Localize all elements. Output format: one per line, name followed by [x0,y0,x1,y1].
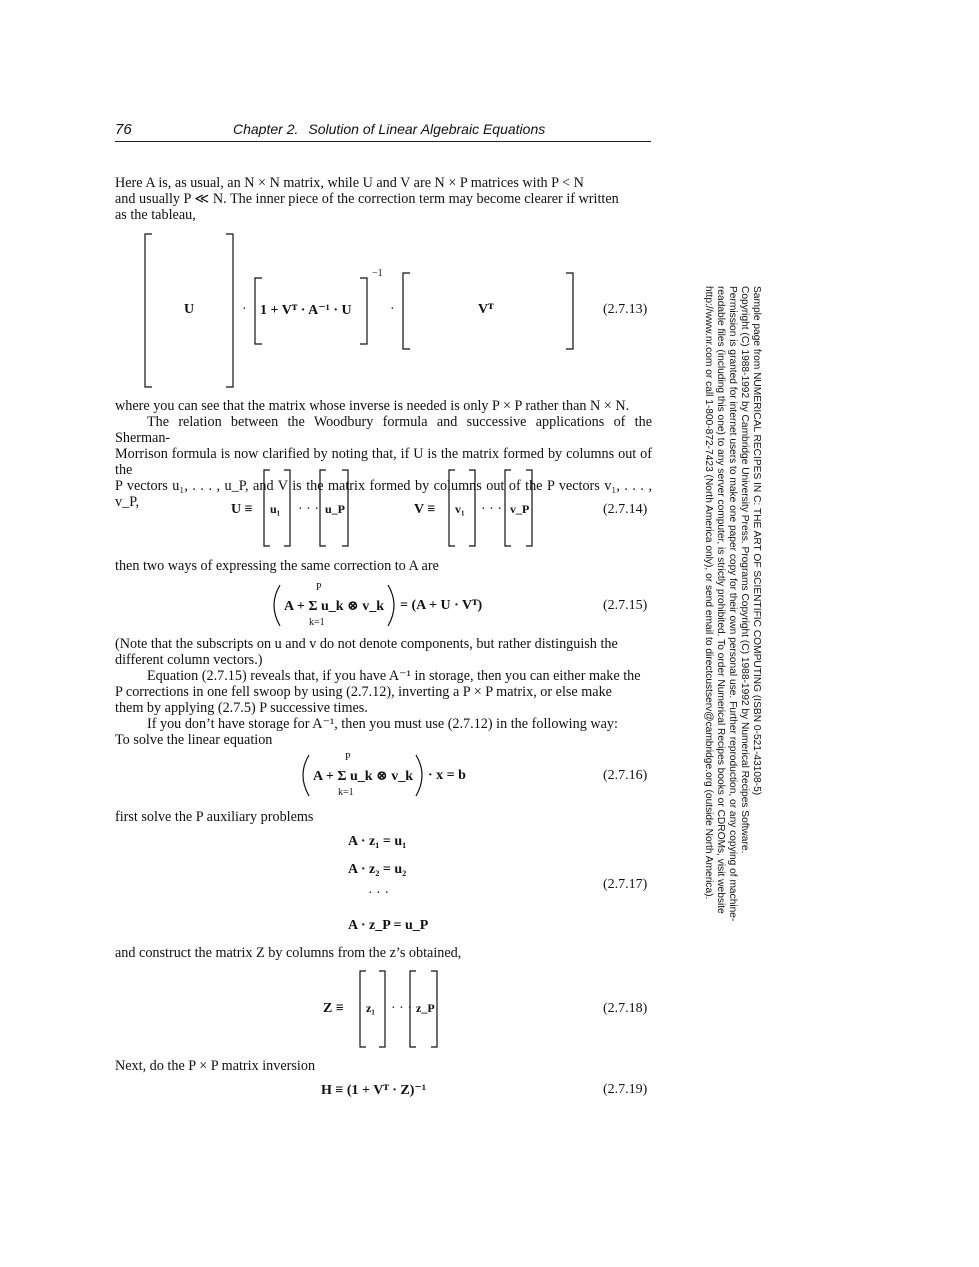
text-line: where you can see that the matrix whose inverse is needed is only P × P rather than N × N. [115,398,630,414]
equation-label: (2.7.14) [603,502,648,517]
text-line: them by applying (2.7.5) P successive times. [115,700,368,716]
text-line: P corrections in one fell swoop by using (2.7.12), inverting a P × P matrix, or else make [115,684,612,700]
aux-equation-2: A · z₂ = u₂ [348,862,407,877]
equation-label: (2.7.16) [603,768,648,783]
paragraph-note [115,636,652,748]
page-number: 76 [115,121,132,138]
text-line: To solve the linear equation [115,732,273,748]
dot-operator: · [390,302,395,317]
U-definition: U ≡ [231,502,253,517]
ellipsis: · · · [391,1001,412,1016]
vector-v1: v₁ [455,502,465,516]
text-line: P vectors u₁, . . . , u_P, and V is the matrix formed by columns out of the P vectors v₁, . . . , v_P, [115,478,652,510]
equation-label: (2.7.17) [603,877,648,892]
text-line: first solve the P auxiliary problems [115,809,314,825]
H-definition: H ≡ (1 + Vᵀ · Z)⁻¹ [321,1083,427,1098]
sum-lower-limit: k=1 [338,787,354,798]
dot-operator: · [242,302,247,317]
chapter-heading [233,121,555,137]
rhs-expression: · x = b [428,768,466,783]
matrix-U: U [184,302,195,317]
aux-equation-1: A · z₁ = u₁ [348,834,407,849]
vector-z1: z₁ [366,1001,375,1015]
aux-equation-P: A · z_P = u_P [348,918,429,933]
rhs-expression: = (A + U · Vᵀ) [400,598,483,613]
text-line: Here A is, as usual, an N × N matrix, while U and V are N × P matrices with P < N [115,175,584,191]
text-line: and usually P ≪ N. The inner piece of the correction term may become clearer if written [115,191,619,207]
text-line: (Note that the subscripts on u and v do not denote components, but rather distinguish the [115,636,618,652]
sum-upper-limit: P [345,752,351,763]
sum-upper-limit: P [316,582,322,593]
copyright-sidebar [702,286,762,976]
chapter-title: Solution of Linear Algebraic Equations [308,121,546,137]
ellipsis: · · · [298,502,319,517]
paragraph-woodbury [115,398,652,510]
vector-vP: v_P [510,502,530,516]
paragraph-intro [115,175,652,223]
text-line: The relation between the Woodbury formula and successive applications of the Sherman- [115,414,652,446]
paragraph-correction [115,558,652,574]
Z-definition: Z ≡ [323,1001,344,1016]
paragraph-inversion [115,1058,652,1074]
equation-label: (2.7.15) [603,598,648,613]
text-line: and construct the matrix Z by columns from the z’s obtained, [115,945,462,961]
vector-uP: u_P [325,502,346,516]
ellipsis: · · · [481,502,502,517]
equation-label: (2.7.19) [603,1082,648,1097]
paragraph-construct [115,945,652,961]
aux-ellipsis: · · · [368,886,389,901]
text-line: different column vectors.) [115,652,263,668]
sum-lower-limit: k=1 [309,617,325,628]
equation-label: (2.7.18) [603,1001,648,1016]
sidebar-line: Sample page from NUMERICAL RECIPES IN C: THE ART OF SCIENTIFIC COMPUTING (ISBN 0-521-43108-5) [751,286,762,796]
inner-expression: 1 + Vᵀ · A⁻¹ · U [260,303,352,318]
matrix-V-transpose: Vᵀ [478,302,494,317]
inverse-exponent: −1 [372,268,383,279]
sidebar-line: http://www.nr.com or call 1-800-872-7423 (North America only), or send email to directcustserv@cambridge.org (outside North America). [703,286,714,900]
sidebar-line: Copyright (C) 1988-1992 by Cambridge University Press. Programs Copyright (C) 1988-1992 by Numerical Recipes Software. [739,286,750,854]
equation-label: (2.7.13) [603,302,648,317]
chapter-number: Chapter 2. [233,121,299,137]
text-line: Next, do the P × P matrix inversion [115,1058,316,1074]
text-line: then two ways of expressing the same correction to A are [115,558,439,574]
vector-zP: z_P [416,1001,435,1015]
sum-expression: A + Σ u_k ⊗ v_k [284,599,385,614]
text-line: as the tableau, [115,207,196,223]
V-definition: V ≡ [414,502,436,517]
vector-u1: u₁ [270,502,281,516]
sidebar-line: readable files (including this one) to any server computer, is strictly prohibited. To order Numerical Recipes books or CDROMs, visit website [715,286,726,914]
paragraph-auxiliary [115,809,652,825]
running-header [115,121,651,142]
text-line: If you don’t have storage for A⁻¹, then you must use (2.7.12) in the following way: [147,716,618,732]
text-line: Equation (2.7.15) reveals that, if you have A⁻¹ in storage, then you can either make the [147,668,641,684]
sidebar-line: Permission is granted for internet users to make one paper copy for their own personal use. Further reproduction, or any copying of machine- [727,286,738,922]
sum-expression: A + Σ u_k ⊗ v_k [313,769,414,784]
text-line: Morrison formula is now clarified by noting that, if U is the matrix formed by columns out of the [115,446,652,478]
